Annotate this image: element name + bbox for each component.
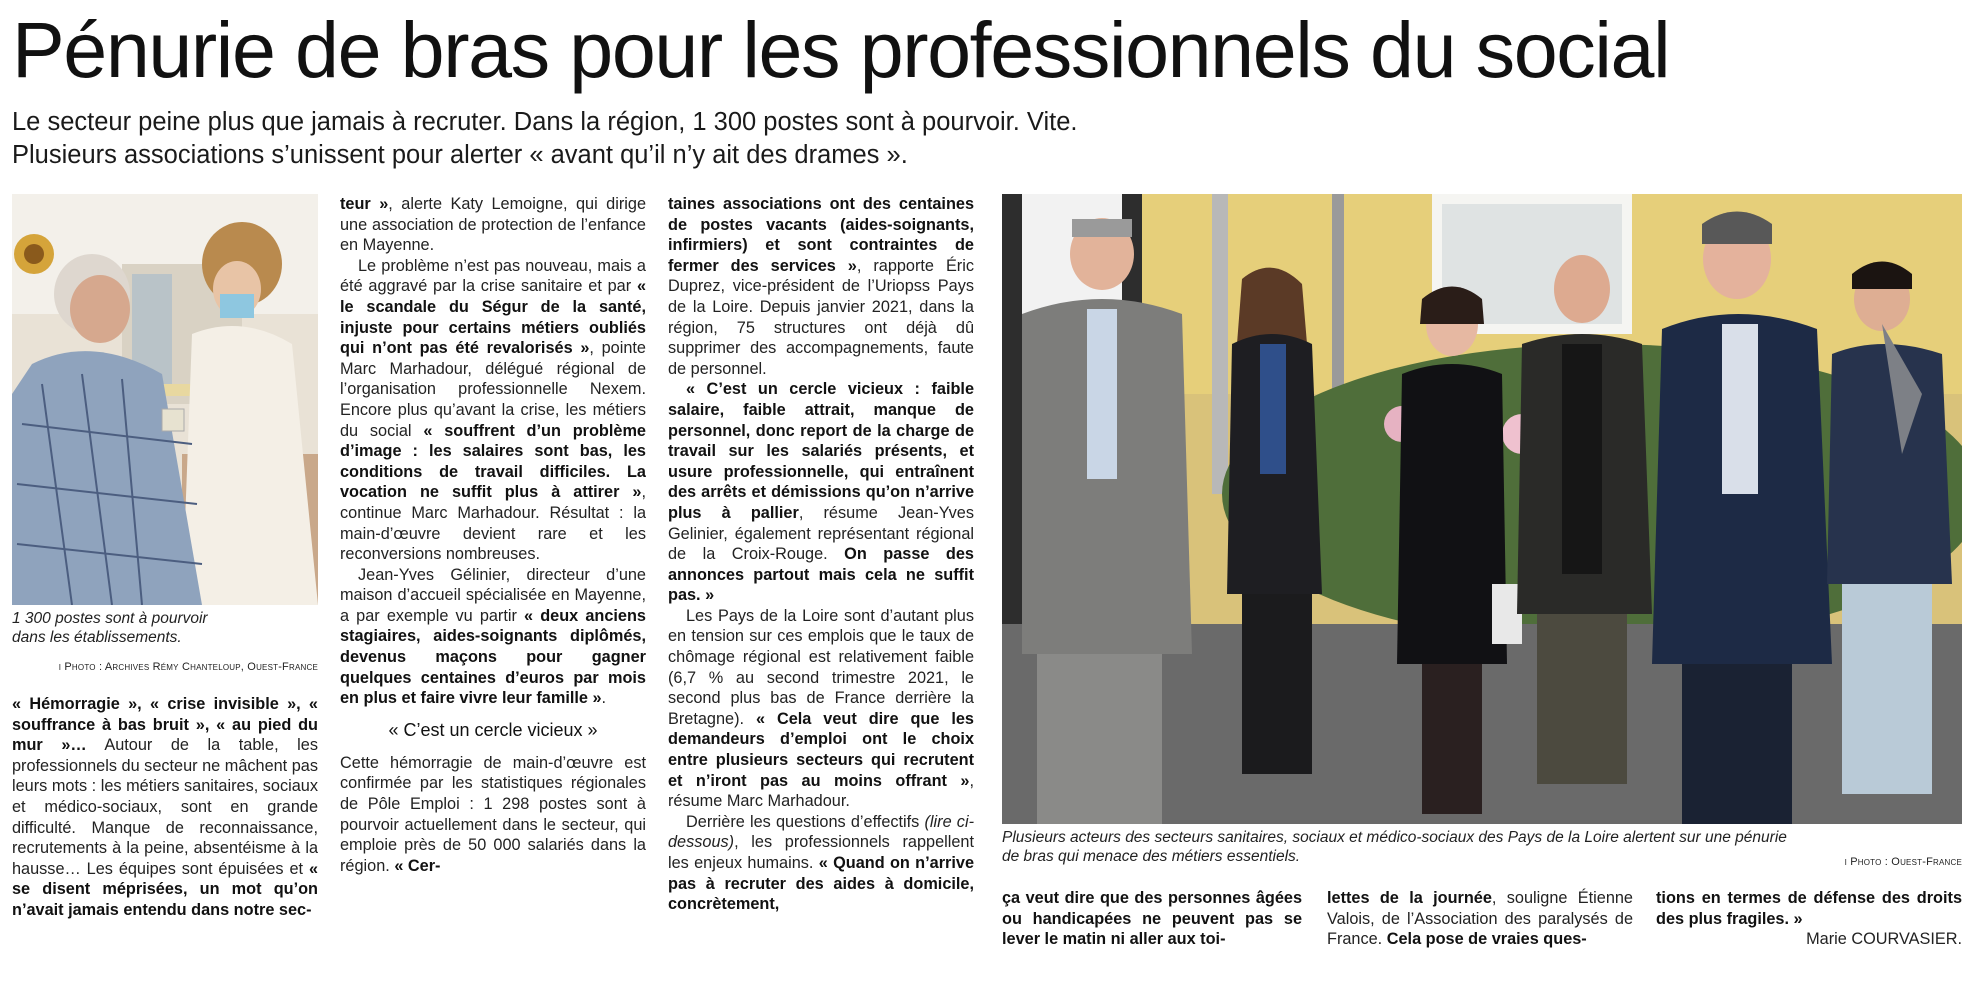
paragraph — [340, 753, 646, 877]
photo-group-credit: ı Photo : Ouest-France — [1844, 856, 1962, 868]
quote: « Hémorragie », « crise invisible », « souffrance à bas bruit », « au pied du mur »… — [12, 695, 318, 755]
quote: « Quand on n’arrive pas à recruter des aides à domicile, concrètement, — [668, 854, 974, 914]
article-column-4 — [1002, 888, 1302, 968]
paragraph — [668, 379, 974, 606]
photo-care-home-credit: ı Photo : Archives Rémy Chanteloup, Ouest-France — [58, 661, 318, 673]
quote: teur » — [340, 195, 389, 213]
text: , souligne Étienne Valois, de l’Association des paralysés de France. — [1327, 889, 1633, 949]
paragraph — [668, 812, 974, 915]
quote: Cela pose de vraies ques- — [1386, 930, 1587, 949]
caption-line: Plusieurs acteurs des secteurs sanitaires, sociaux et médico-sociaux des Pays de la Loire alertent sur une pénurie — [1002, 829, 1787, 846]
article-column-3 — [668, 194, 974, 969]
quote: On passe des annonces partout mais cela ne suffit pas. » — [668, 545, 974, 605]
text: , continue Marc Marhadour. Résultat : la main-d’œuvre devient rare et les reconversions nombreuses. — [340, 483, 646, 564]
cross-reference: (lire ci-dessous) — [668, 812, 974, 852]
caption-line: 1 300 postes sont à pourvoir — [12, 610, 208, 627]
text: . — [601, 689, 607, 708]
text: , les professionnels rappellent les enjeux humains. — [668, 833, 974, 872]
text: Derrière les questions d’effectifs — [686, 812, 925, 831]
text: Cette hémorragie de main-d’œuvre est confirmée par les statistiques régionales de Pôle Emploi : 1 298 postes sont à pourvoir actuellement dans le secteur, qui emploie près de 50 000 salariés dans la région. — [340, 753, 646, 875]
paragraph — [340, 565, 646, 709]
article-column-5 — [1327, 888, 1633, 968]
text: , alerte Katy Lemoigne, qui dirige une association de protection de l’enfance en Mayenne. — [340, 195, 646, 255]
article-column-1 — [12, 694, 318, 964]
caption-line: dans les établissements. — [12, 629, 182, 646]
text: , résume Marc Marhadour. — [668, 771, 974, 811]
article-column-2 — [340, 194, 646, 969]
text: Autour de la table, les professionnels du secteur ne mâchent pas leurs mots : les métiers sanitaires, sociaux et médico-sociaux, sont en grande difficulté. Manque de reconnaissance, recrutements à la peine, absentéisme à la hausse… Les équipes sont épuisées et — [12, 736, 318, 878]
caption-line: de bras qui menace des métiers essentiels. — [1002, 848, 1301, 865]
article-standfirst — [12, 106, 1112, 172]
quote: « C’est un cercle vicieux : faible salaire, faible attrait, manque de personnel, donc report de la charge de travail sur les salariés présents, et usure professionnelle, qui entraînent des arrêts et démissions qu’on n’arrive plus à pallier — [668, 380, 974, 522]
section-subheading: « C’est un cercle vicieux » — [388, 719, 598, 740]
standfirst-line-1: Le secteur peine plus que jamais à recruter. Dans la région, 1 300 postes sont à pourvoir. Vite. — [12, 108, 1078, 136]
paragraph — [1327, 888, 1633, 950]
paragraph — [1656, 888, 1962, 929]
quote: « Cela veut dire que les demandeurs d’emploi ont le choix entre plusieurs secteurs qui recrutent et n’iront pas au moins offrant » — [668, 709, 974, 790]
quote: « se disent méprisées, un mot qu’on n’avait jamais entendu dans notre sec- — [12, 859, 318, 919]
article-column-6 — [1656, 888, 1962, 968]
quote: « souffrent d’un problème d’image : les salaires sont bas, les conditions de travail difficiles. La vocation ne suffit plus à attirer » — [340, 421, 646, 502]
quote: « le scandale du Ségur de la santé, injuste pour certains métiers oubliés qui n’ont pas été revalorisés » — [340, 277, 646, 358]
text: , pointe Marc Marhadour, délégué régional de l’organisation professionnelle Nexem. Encore plus qu’avant la crise, les métiers du social — [340, 339, 646, 440]
standfirst-line-2: Plusieurs associations s’unissent pour alerter « avant qu’il n’y ait des drames ». — [12, 141, 908, 169]
quote: « Cer- — [394, 856, 441, 875]
quote: ça veut dire que des personnes âgées ou handicapées ne peuvent pas se lever le matin ni aller aux toi- — [1002, 889, 1302, 949]
quote: « deux anciens stagiaires, aides-soignants diplômés, devenus maçons pour gagner quelques centaines d’euros par mois en plus et faire vivre leur famille » — [340, 606, 646, 708]
text: Le problème n’est pas nouveau, mais a été aggravé par la crise sanitaire et par — [340, 256, 646, 296]
article-headline: Pénurie de bras pour les professionnels du social — [12, 5, 1670, 94]
paragraph — [12, 694, 318, 921]
paragraph — [668, 606, 974, 812]
quote: taines associations ont des centaines de postes vacants (aides-soignants, infirmiers) et sont contraintes de fermer des services » — [668, 195, 974, 275]
quote: lettes de la journée — [1327, 889, 1492, 907]
photo-care-home — [12, 194, 318, 605]
paragraph — [340, 194, 646, 256]
author-signature: Marie COURVASIER. — [1806, 930, 1962, 949]
text: , rapporte Éric Duprez, vice-président de l’Uriopss Pays de la Loire. Depuis janvier 2021, dans la région, 75 structures ont déjà dû supprimer des accompagnements, faute de personnel. — [668, 256, 974, 378]
paragraph — [668, 194, 974, 379]
photo-care-home-caption — [12, 609, 318, 647]
quote: tions en termes de défense des droits des plus fragiles. » — [1656, 889, 1962, 928]
paragraph — [1002, 888, 1302, 950]
text: Jean-Yves Gélinier, directeur d’une maison d’accueil spécialisée en Mayenne, a par exemple vu partir — [340, 565, 646, 625]
paragraph — [340, 256, 646, 565]
photo-group-of-professionals — [1002, 194, 1962, 824]
text: Les Pays de la Loire sont d’autant plus en tension sur ces emplois que le taux de chômage régional est relativement faible (6,7 % au second trimestre 2021, le second plus bas de France derrière la Bretagne). — [668, 606, 974, 728]
text: , résume Jean-Yves Gelinier, également représentant régional de la Croix-Rouge. — [668, 503, 974, 564]
